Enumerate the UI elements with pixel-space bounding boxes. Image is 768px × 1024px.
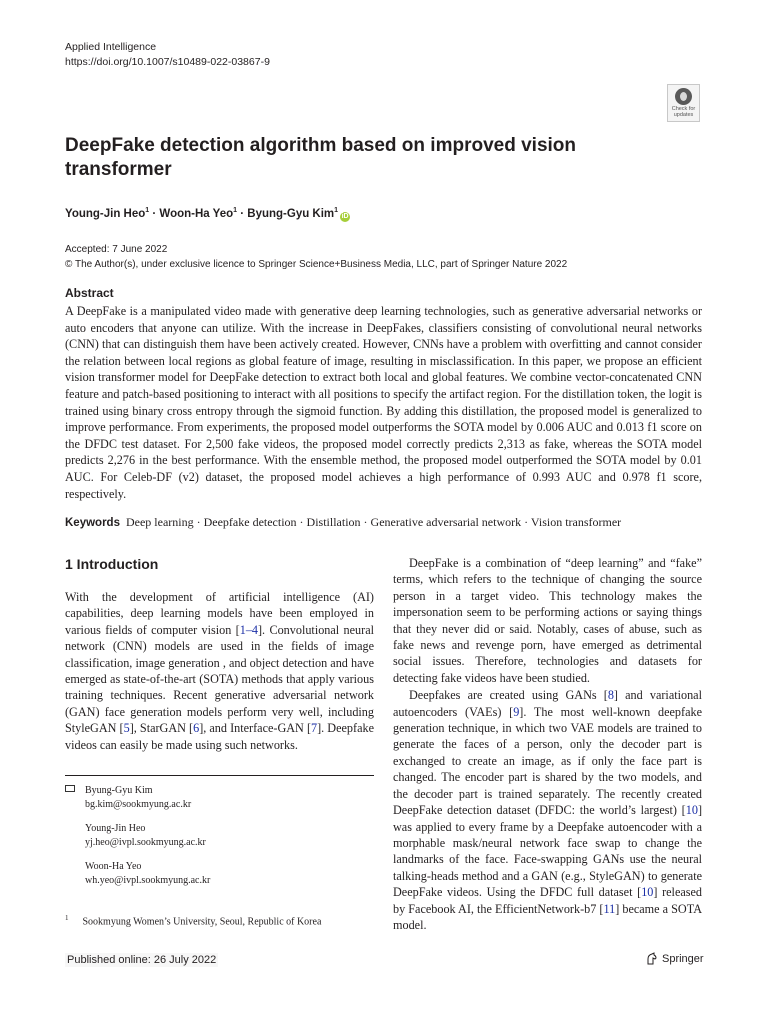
keywords bbox=[65, 514, 705, 531]
keywords-list: Deep learning · Deepfake detection · Distillation · Generative adversarial network · Vision transformer bbox=[125, 515, 622, 529]
journal-name: Applied Intelligence bbox=[65, 41, 157, 53]
correspondence-entry bbox=[85, 860, 374, 887]
intro-paragraph: DeepFake is a combination of “deep learning” and “fake” terms, which refers to the technique of changing the source person in a target video. This technology makes the impersonation seem to be performing actions or saying things that they never did or said. Notably, cases of abuse, such as fake news and revenge porn, have emerged as detrimental social issues. Therefore, technologies and datasets for detecting fake videos have been studied. bbox=[393, 556, 702, 685]
footnote-divider bbox=[65, 775, 374, 776]
publisher-logo[interactable] bbox=[646, 952, 704, 965]
publisher-name: Springer bbox=[662, 952, 704, 965]
check-for-updates-badge[interactable] bbox=[667, 84, 700, 122]
citation-link[interactable]: 8 bbox=[607, 688, 614, 703]
author-separator: · bbox=[149, 207, 160, 220]
correspondent-email[interactable]: wh.yeo@ivpl.sookmyung.ac.kr bbox=[85, 874, 211, 886]
correspondent-email[interactable]: yj.heo@ivpl.sookmyung.ac.kr bbox=[85, 836, 206, 848]
crossmark-label: Check for updates bbox=[671, 106, 696, 118]
author-name[interactable]: Woon-Ha Yeo bbox=[159, 207, 234, 220]
author-affiliation-sup: 1 bbox=[334, 207, 339, 214]
citation-link[interactable]: 5 bbox=[123, 721, 130, 736]
citation-link[interactable]: 10 bbox=[685, 803, 698, 818]
article-meta bbox=[65, 242, 567, 272]
citation-link[interactable]: 11 bbox=[603, 901, 616, 916]
crossmark-icon bbox=[675, 88, 692, 105]
correspondence-block bbox=[65, 784, 374, 928]
section-heading-introduction: 1 Introduction bbox=[65, 556, 159, 572]
intro-paragraph: With the development of artificial intelligence (AI) capabilities, deep learning models have been employed in various fields of computer vision [1–4]. Convolutional neural network (CNN) models are used in the fields of image classification, image generation , and object detection and have emerged as state-of-the-art (SOTA) methods that apply various training techniques. Recent generative adversarial network (GAN) face generation models perform very well, including StyleGAN [5], StarGAN [6], and Interface-GAN [7]. Deepfake videos can easily be made using such networks. bbox=[65, 590, 374, 752]
copyright-notice: © The Author(s), under exclusive licence to Springer Science+Business Media, LLC, part of Springer Nature 2022 bbox=[65, 259, 568, 270]
journal-header bbox=[65, 40, 270, 70]
springer-horse-icon bbox=[646, 952, 658, 965]
abstract-heading: Abstract bbox=[65, 286, 114, 300]
citation-link[interactable]: 1–4 bbox=[239, 622, 258, 637]
published-online: Published online: 26 July 2022 bbox=[67, 954, 217, 966]
author-name[interactable]: Byung-Gyu Kim bbox=[247, 207, 335, 220]
citation-link[interactable]: 10 bbox=[641, 885, 654, 900]
institution-name: Sookmyung Women’s University, Seoul, Republic of Korea bbox=[82, 916, 322, 928]
affiliation-number: 1 bbox=[65, 914, 69, 922]
correspondence-entry bbox=[85, 822, 374, 849]
correspondent-email[interactable]: bg.kim@sookmyung.ac.kr bbox=[85, 798, 192, 810]
institution-affiliation bbox=[65, 912, 321, 929]
citation-link[interactable]: 6 bbox=[193, 721, 200, 736]
abstract-text: A DeepFake is a manipulated video made with generative deep learning technologies, such as generative adversarial networks or auto encoders that anyone can utilize. With the increase in DeepFakes, classifiers consisting of convolutional neural networks (CNN) that can distinguish them have been actively created. However, CNNs have a problem with overfitting and cannot consider the relation between local regions as global feature of image, resulting in misclassification. In this paper, we propose an efficient vision transformer model for DeepFake detection to extract both local and global features. We combine vector-concatenated CNN feature and patch-based positioning to interact with all positions to specify the artifact region. For the distillation token, the logit is trained using binary cross entropy through the sigmoid function. By adding this distillation, the proposed model is generalized to improve performance. From experiments, the proposed model outperforms the SOTA model by 0.006 AUC and 0.013 f1 score on the DFDC test dataset. For 2,500 fake videos, the proposed model correctly predicts 2,313 as fake, whereas the SOTA model predicts 2,276 in the best performance. With the ensemble method, the proposed model outperformed the SOTA model by 0.01 AUC. For Celeb-DF (v2) dataset, the proposed model achieves a high performance of 0.993 AUC and 0.978 f1 score, respectively. bbox=[65, 304, 702, 501]
author-list bbox=[65, 203, 350, 222]
intro-paragraph: Deepfakes are created using GANs [8] and variational autoencoders (VAEs) [9]. The most well-known deepfake generation technique, in which two VAE models are trained to generate the faces of a person, only the decoder part is exchanged to create an image, as if only the face part is changed. The encoder part is shared by the two models, and the decoder part is trained separately. The recently created DeepFake detection dataset (DFDC: the world’s largest) [10] was applied to every frame by a Deepfake autoencoder with a morphable mask/neural network face swap to change the landmarks of the face. Face-swapping GANs use the neural talking-heads method and a GAN (e.g., StyleGAN) to generate DeepFake videos. Using the DFDC full dataset [10] released by Facebook AI, the EfficientNetwork-b7 [11] became a SOTA model. bbox=[393, 688, 703, 932]
citation-link[interactable]: 7 bbox=[311, 721, 318, 736]
correspondence-entry bbox=[85, 784, 374, 811]
correspondent-name: Young-Jin Heo bbox=[85, 823, 146, 834]
author-affiliation-sup: 1 bbox=[233, 207, 238, 214]
author-separator: · bbox=[237, 207, 248, 220]
correspondent-name: Woon-Ha Yeo bbox=[85, 861, 142, 872]
left-column bbox=[65, 589, 374, 753]
citation-link[interactable]: 9 bbox=[513, 704, 520, 719]
paper-title: DeepFake detection algorithm based on improved vision transformer bbox=[65, 135, 576, 180]
doi-link[interactable]: https://doi.org/10.1007/s10489-022-03867-9 bbox=[65, 56, 270, 68]
author-name[interactable]: Young-Jin Heo bbox=[65, 207, 146, 220]
accepted-date: Accepted: 7 June 2022 bbox=[65, 244, 168, 255]
orcid-icon[interactable]: iD bbox=[341, 212, 349, 220]
keywords-heading: Keywords bbox=[65, 517, 120, 529]
author-affiliation-sup: 1 bbox=[145, 207, 150, 214]
correspondent-name: Byung-Gyu Kim bbox=[85, 785, 153, 796]
right-column bbox=[393, 555, 702, 933]
envelope-icon bbox=[65, 785, 75, 792]
